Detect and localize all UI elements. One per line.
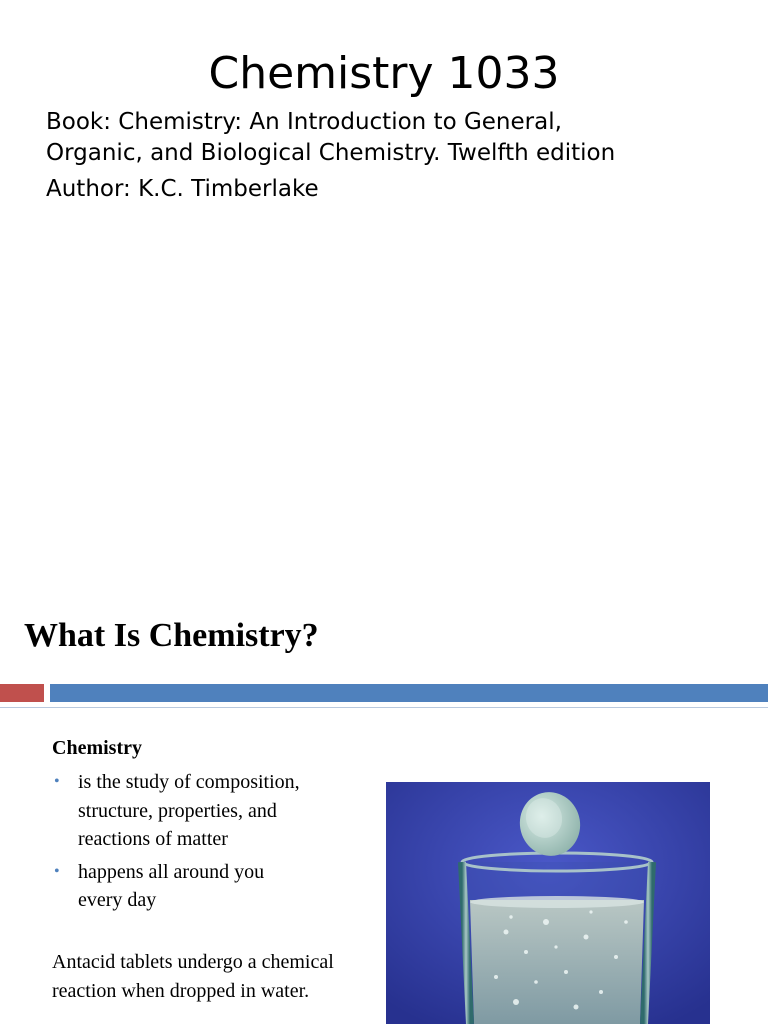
bullet-line: structure, properties, and xyxy=(78,799,277,822)
bullet-line: reactions of matter xyxy=(78,828,228,850)
bullet-dot-icon: • xyxy=(54,862,60,880)
antacid-photo xyxy=(386,782,710,1024)
bullet-line: every day xyxy=(78,889,157,911)
divider-line xyxy=(0,707,768,708)
term-heading: Chemistry xyxy=(52,737,142,759)
accent-bar-red xyxy=(0,684,44,702)
bullet-line: is the study of composition, xyxy=(78,771,300,793)
bullet-dot-icon: • xyxy=(54,773,60,790)
bullet-item xyxy=(52,768,382,854)
book-line-2: Organic, and Biological Chemistry. Twelfth edition xyxy=(46,140,616,166)
bullet-list xyxy=(52,768,382,919)
author-line: Author: K.C. Timberlake xyxy=(46,176,319,202)
caption-line: Antacid tablets undergo a chemical xyxy=(52,951,334,973)
caption-line: reaction when dropped in water. xyxy=(52,979,310,1002)
slide-title: What Is Chemistry? xyxy=(24,617,319,654)
bullet-line: happens all around you xyxy=(78,860,265,883)
bullet-item xyxy=(52,858,382,915)
book-line-1: Book: Chemistry: An Introduction to General, xyxy=(46,109,562,135)
accent-bar-blue xyxy=(50,684,768,702)
slide-2 xyxy=(0,576,768,1024)
course-title: Chemistry 1033 xyxy=(208,48,560,99)
image-caption xyxy=(52,948,392,1005)
